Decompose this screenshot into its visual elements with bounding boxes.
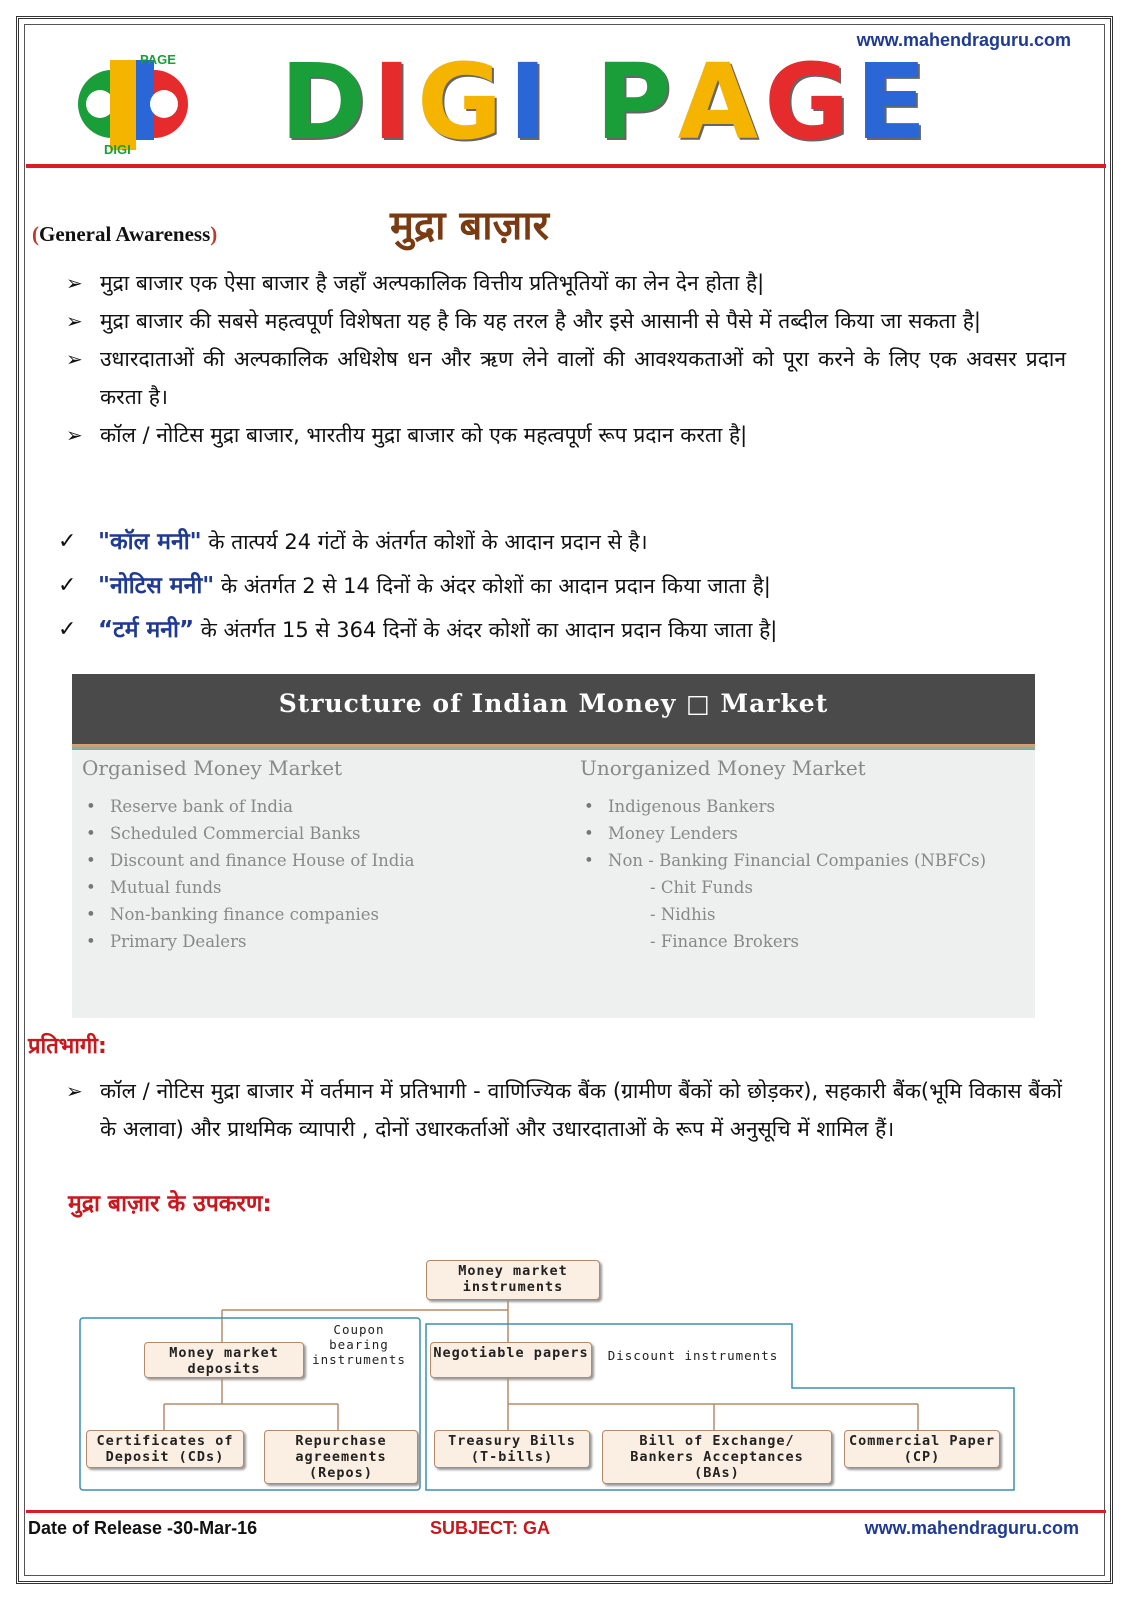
footer-release-date: Date of Release -30-Mar-16 [28,1518,258,1538]
brand-letter: D [280,41,373,163]
unorganised-sub-item: - Finance Brokers [650,932,799,951]
unorganised-sub-item: - Chit Funds [650,878,753,897]
bills-box: Bill of Exchange/ Bankers Acceptances (BAs) [602,1430,832,1484]
arrow-icon: ➢ [66,347,83,371]
deposits-box: Money market deposits [144,1342,304,1378]
arrow-icon: ➢ [66,423,83,447]
unorganised-item: • Non - Banking Financial Companies (NBFCs) [580,852,988,870]
instruments-heading: मुद्रा बाज़ार के उपकरण: [68,1191,272,1217]
check-item-notice-money: ✓ "नोटिस मनी" के अंतर्गत 2 से 14 दिनों के अंदर कोशों का आदान प्रदान किया जाता है| [58,564,1058,608]
organised-item: • Reserve bank of India [82,798,440,816]
header-divider [26,164,1106,168]
check-icon: ✓ [58,617,77,642]
brand-letter: G [417,41,509,163]
page-title: मुद्रा बाज़ार [390,203,550,249]
unorganised-sub-item: - Nidhis [650,905,716,924]
footer-divider [26,1510,1106,1513]
unorganised-item: • Indigenous Bankers [580,798,988,816]
money-market-structure-figure [72,674,1035,1018]
check-icon: ✓ [58,529,77,554]
repos-box: Repurchase agreements (Repos) [264,1430,418,1484]
organised-item: • Non-banking finance companies [82,906,440,924]
organised-title: Organised Money Market [82,756,343,780]
bullet-item: ➢ मुद्रा बाजार एक ऐसा बाजार है जहाँ अल्पकालिक वित्तीय प्रतिभूतियों का लेन देन होता है| [66,264,1066,302]
brand-letter: P [595,41,678,163]
digi-page-logo [60,50,230,160]
participants-text [66,1072,1062,1148]
brand-letter: I [508,41,554,163]
unorganised-title: Unorganized Money Market [580,756,866,780]
subject-label: (General Awareness) [32,222,218,246]
brand-letter: A [677,41,765,163]
footer-subject: SUBJECT: GA [430,1518,551,1538]
header-website: www.mahendraguru.com [856,30,1071,50]
arrow-icon: ➢ [66,271,83,295]
unorganised-item: • Money Lenders [580,825,988,843]
instruments-diagram [76,1254,1020,1494]
structure-title-underline [72,744,1035,750]
brand-letter: G [764,41,856,163]
arrow-icon: ➢ [66,1079,83,1103]
coupon-label: Coupon bearing instruments [312,1322,406,1367]
cds-box: Certificates of Deposit (CDs) [86,1430,244,1468]
brand-letter: I [372,41,418,163]
check-icon: ✓ [58,573,77,598]
digi-page-banner [280,41,933,163]
brand-letter: E [855,41,933,163]
negotiable-box: Negotiable papers [430,1342,592,1378]
organised-item: • Primary Dealers [82,933,440,951]
root-instruments-box: Money market instruments [426,1260,600,1300]
organised-item: • Mutual funds [82,879,440,897]
logo-text-bottom: DIGI [104,142,131,157]
bullet-item: ➢ कॉल / नोटिस मुद्रा बाजार में वर्तमान में प्रतिभागी - वाणिज्यिक बैंक (ग्रामीण बैंकों को छोड़कर), सहकारी बैंक(भूमि विकास बैंकों के अलावा) और प्राथमिक व्यापारी , दोनों उधारकर्ताओं और उधारदाताओं के रूप में अनुसूचि में शामिल हैं। [66,1072,1062,1148]
discount-label: Discount instruments [607,1348,779,1363]
participants-heading: प्रतिभागी: [28,1034,107,1059]
bullet-item: ➢ मुद्रा बाजार की सबसे महत्वपूर्ण विशेषता यह है कि यह तरल है और इसे आसानी से पैसे में तब्दील किया जा सकता है| [66,302,1066,340]
organised-column [82,756,552,960]
arrow-icon: ➢ [66,309,83,333]
logo-text-top: PAGE [140,52,176,67]
unorganised-column [580,756,1030,960]
check-item-term-money: ✓ “टर्म मनी” के अंतर्गत 15 से 364 दिनों के अंदर कोशों का आदान प्रदान किया जाता है| [58,608,1058,652]
organised-item: • Discount and finance House of India [82,852,520,870]
bullet-item: ➢ उधारदाताओं की अल्पकालिक अधिशेष धन और ऋण लेने वालों की आवश्यकताओं को पूरा करने के लिए एक अवसर प्रदान करता है। [66,340,1066,416]
organised-item: • Scheduled Commercial Banks [82,825,440,843]
brand-letter [553,50,595,154]
money-type-list [58,520,1058,652]
cp-box: Commercial Paper (CP) [844,1430,1000,1468]
bullet-item: ➢ कॉल / नोटिस मुद्रा बाजार, भारतीय मुद्रा बाजार को एक महत्वपूर्ण रूप प्रदान करता है| [66,416,1066,454]
check-item-call-money: ✓ "कॉल मनी" के तात्पर्य 24 गंटों के अंतर्गत कोशों के आदान प्रदान से है। [58,520,1058,564]
structure-title: Structure of Indian Money □ Market [72,674,1035,744]
footer-website: www.mahendraguru.com [864,1518,1079,1538]
intro-bullets [66,264,1066,454]
tbills-box: Treasury Bills (T-bills) [434,1430,590,1468]
